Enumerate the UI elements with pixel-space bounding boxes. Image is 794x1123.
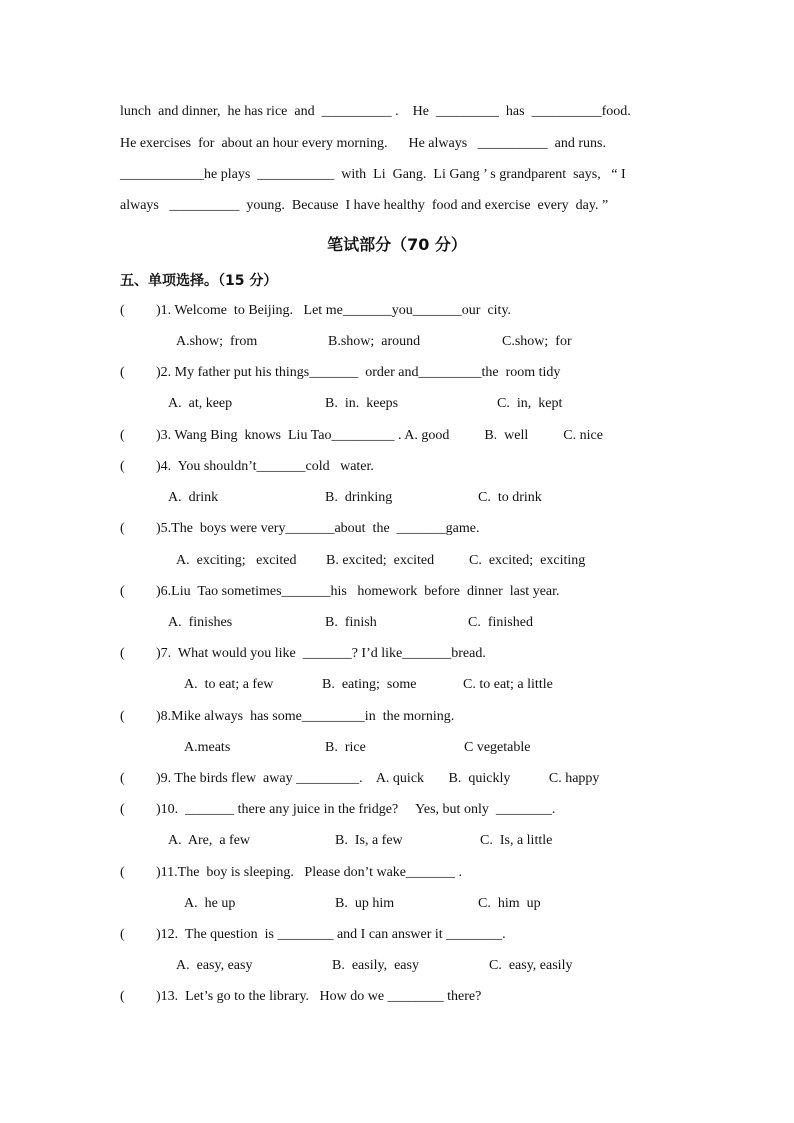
option-c: C vegetable: [464, 740, 531, 755]
option-a: A. easy, easy: [176, 958, 253, 973]
option-a: A. at, keep: [168, 396, 233, 411]
question-10: [120, 801, 555, 819]
option-b: B. finish: [325, 615, 377, 630]
question-2: [120, 364, 560, 382]
option-b: B. Is, a few: [335, 833, 403, 848]
answer-blank[interactable]: (: [120, 584, 125, 599]
option-a: A. exciting; excited: [176, 553, 297, 568]
answer-blank[interactable]: (: [120, 521, 125, 536]
question-text: )4. You shouldn’t_______cold water.: [156, 459, 374, 474]
option-b: B. in. keeps: [325, 396, 399, 411]
option-b: B. drinking: [325, 490, 393, 505]
question-7: [120, 645, 486, 663]
option-a: A.meats: [184, 740, 231, 755]
answer-blank[interactable]: (: [120, 989, 125, 1004]
option-b: B. up him: [335, 896, 395, 911]
question-8: [120, 708, 454, 726]
option-c: C. him up: [478, 896, 541, 911]
question-11: [120, 864, 462, 882]
answer-blank[interactable]: (: [120, 646, 125, 661]
answer-blank[interactable]: (: [120, 927, 125, 942]
question-13: [120, 988, 481, 1006]
option-a: A. to eat; a few: [184, 677, 274, 692]
question-text: )2. My father put his things_______ order and_________the room tidy: [156, 365, 561, 380]
option-c: C. finished: [468, 615, 533, 630]
question-1: [120, 302, 511, 320]
passage-line-1: lunch and dinner, he has rice and __________ . He _________ has __________food.: [120, 104, 631, 119]
passage-line-3: ____________he plays ___________ with Li Gang. Li Gang ’ s grandparent says, “ I: [120, 167, 626, 182]
option-a: A. finishes: [168, 615, 233, 630]
passage-line-4: always __________ young. Because I have healthy food and exercise every day. ”: [120, 198, 609, 213]
option-c: C. easy, easily: [489, 958, 573, 973]
option-c: C.show; for: [502, 334, 572, 349]
question-text: )13. Let’s go to the library. How do we ________ there?: [156, 989, 482, 1004]
option-c: C. to drink: [478, 490, 542, 505]
answer-blank[interactable]: (: [120, 771, 125, 786]
question-3: [120, 427, 603, 445]
option-b: B. rice: [325, 740, 366, 755]
question-text: )11.The boy is sleeping. Please don’t wake_______ .: [156, 865, 463, 880]
option-b: B. easily, easy: [332, 958, 419, 973]
question-text: )10. _______ there any juice in the fridge? Yes, but only ________.: [156, 802, 556, 817]
question-text: )6.Liu Tao sometimes_______his homework before dinner last year.: [156, 584, 560, 599]
question-text: )9. The birds flew away _________. A. quick B. quickly C. happy: [156, 771, 600, 786]
question-12: [120, 926, 506, 944]
answer-blank[interactable]: (: [120, 865, 125, 880]
question-6: [120, 583, 560, 601]
answer-blank[interactable]: (: [120, 303, 125, 318]
section-heading: 五、单项选择。（15 分）: [120, 273, 278, 289]
option-c: C. Is, a little: [480, 833, 553, 848]
option-c: C. in, kept: [497, 396, 563, 411]
answer-blank[interactable]: (: [120, 709, 125, 724]
answer-blank[interactable]: (: [120, 365, 125, 380]
option-a: A. he up: [184, 896, 236, 911]
question-4: [120, 458, 374, 476]
option-c: C. to eat; a little: [463, 677, 553, 692]
question-text: )5.The boys were very_______about the _______game.: [156, 521, 480, 536]
answer-blank[interactable]: (: [120, 459, 125, 474]
option-b: B. eating; some: [322, 677, 417, 692]
question-text: )7. What would you like _______? I’d like_______bread.: [156, 646, 486, 661]
passage-line-2: He exercises for about an hour every morning. He always __________ and runs.: [120, 136, 606, 151]
option-a: A. Are, a few: [168, 833, 251, 848]
option-b: B.show; around: [328, 334, 421, 349]
option-b: B. excited; excited: [326, 553, 435, 568]
answer-blank[interactable]: (: [120, 428, 125, 443]
question-text: )3. Wang Bing knows Liu Tao_________ . A. good B. well C. nice: [156, 428, 603, 443]
answer-blank[interactable]: (: [120, 802, 125, 817]
question-text: )1. Welcome to Beijing. Let me_______you_______our city.: [156, 303, 512, 318]
option-a: A.show; from: [176, 334, 258, 349]
page-title: 笔试部分（70 分）: [327, 235, 467, 254]
question-text: )12. The question is ________ and I can answer it ________.: [156, 927, 506, 942]
option-c: C. excited; exciting: [469, 553, 586, 568]
question-5: [120, 520, 479, 538]
question-text: )8.Mike always has some_________in the morning.: [156, 709, 455, 724]
option-a: A. drink: [168, 490, 219, 505]
question-9: [120, 770, 599, 788]
